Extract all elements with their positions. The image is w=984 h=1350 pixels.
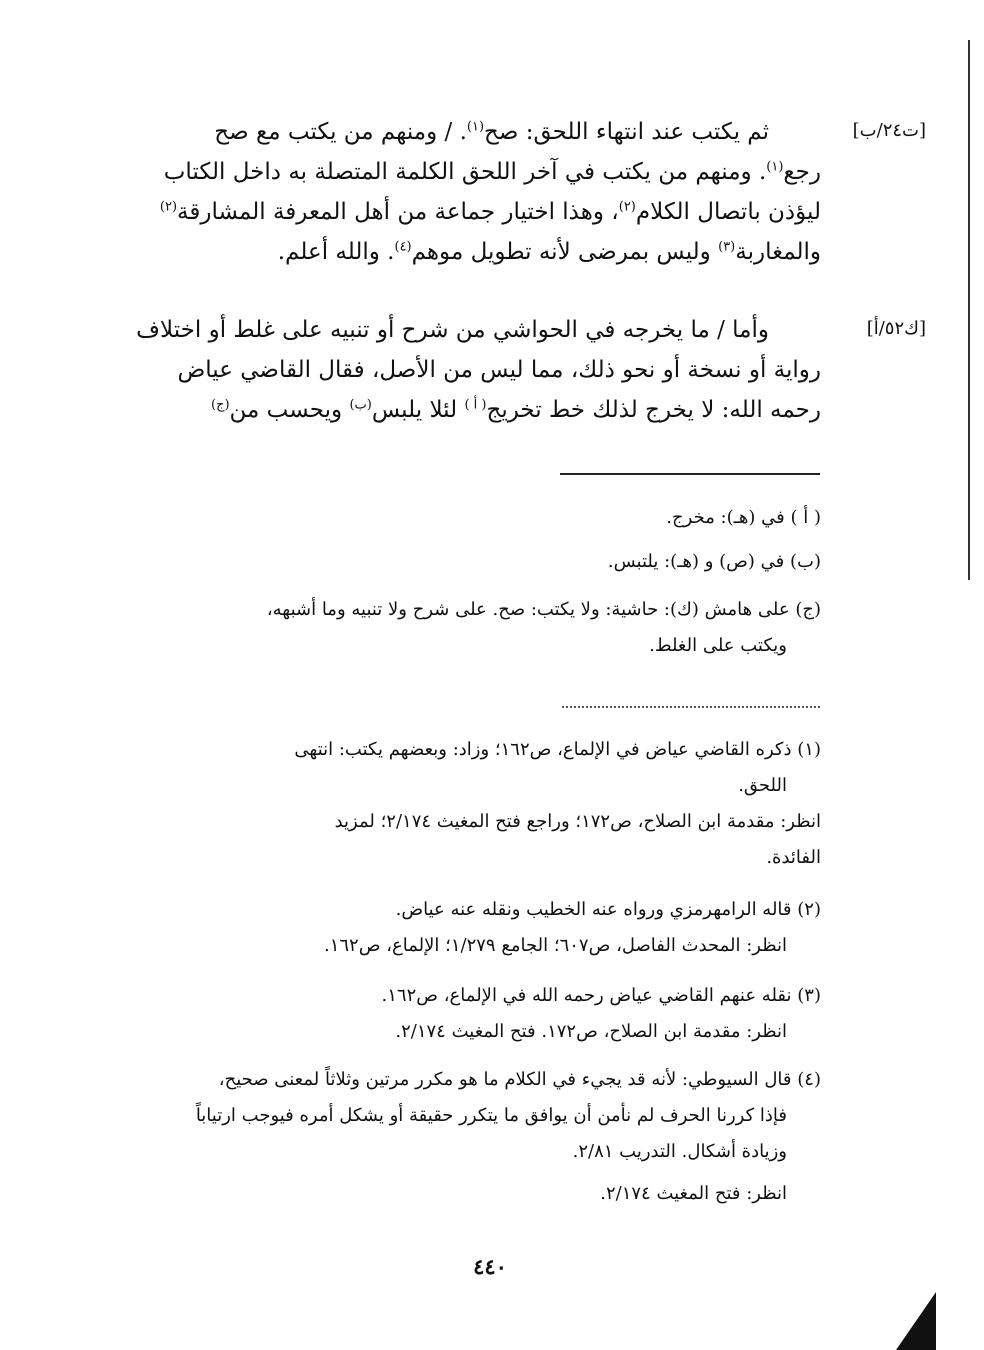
text-run: رحمه الله: لا يخرج لذلك خط تخريج: [486, 397, 821, 423]
note-line: فإذا كررنا الحرف لم نأمن أن يوافق ما يتكرر حقيقة أو يشكل أمره فيوجب ارتياباً: [195, 1105, 787, 1126]
page-number: ٤٤٠: [473, 1254, 507, 1279]
main-paragraph-2: [121, 310, 821, 430]
text-run: ثم يكتب عند انتهاء اللحق: صح: [484, 119, 769, 145]
note-line: [131, 500, 821, 536]
text-run: ، وهذا اختيار جماعة من أهل المعرفة المشارقة: [177, 199, 619, 225]
note-line: انظر: المحدث الفاصل، ص٦٠٧؛ الجامع ١/٢٧٩؛ الإلماع، ص١٦٢.: [323, 935, 787, 956]
margin-marker-folio-1: [ت٢٤/ب]: [852, 120, 926, 141]
note-label: (٢): [797, 899, 821, 920]
text-run: . / ومنهم من يكتب مع صح: [214, 119, 467, 145]
note-text: قاله الرامهرمزي ورواه عنه الخطيب ونقله عنه عياض.: [395, 899, 792, 920]
note-text: ذكره القاضي عياض في الإلماع، ص١٦٢؛ وزاد: وبعضهم يكتب: انتهى: [294, 739, 792, 760]
text-run: والمغاربة: [735, 239, 821, 265]
notes-separator: [560, 473, 820, 475]
note-text: في (ص) و (هـ): يلتبس.: [607, 551, 785, 572]
note-label: (ج): [795, 599, 821, 620]
text-run: . ومنهم من يكتب في آخر اللحق الكلمة المتصلة به داخل الكتاب: [163, 159, 767, 185]
footnote-ref: (٢): [159, 199, 178, 215]
text-run: رجع: [783, 159, 821, 185]
variant-note: [131, 592, 821, 664]
note-label: (ب): [790, 551, 821, 572]
text-run: لئلا يلبس: [371, 397, 465, 423]
note-label: ( أ ): [790, 507, 821, 528]
note-line: [131, 732, 821, 768]
paragraph-line: [121, 112, 821, 152]
note-line: [131, 892, 821, 928]
note-line: [131, 1062, 821, 1098]
note-line: ويكتب على الغلط.: [649, 635, 787, 656]
note-line: [131, 592, 821, 628]
variant-note: [131, 544, 821, 580]
paragraph-line: [121, 152, 821, 192]
footnote-ref: (٢): [618, 199, 636, 215]
note-line: انظر: مقدمة ابن الصلاح، ص١٧٢؛ وراجع فتح المغيث ٢/١٧٤؛ لمزيد: [334, 811, 821, 832]
scan-corner-artifact: [896, 1292, 936, 1350]
footnote: [131, 978, 821, 1050]
footnote-ref: (٣): [718, 239, 736, 255]
page-edge-rule: [968, 40, 970, 580]
note-label: (١): [797, 739, 821, 760]
footnote-ref: (١): [766, 159, 784, 175]
note-line: اللحق.: [738, 775, 787, 796]
note-text: في (هـ): مخرج.: [666, 507, 785, 528]
footnote: [131, 892, 821, 964]
note-line: انظر: مقدمة ابن الصلاح، ص١٧٢. فتح المغيث ٢/١٧٤.: [395, 1021, 787, 1042]
text-run: ويحسب من: [229, 397, 350, 423]
paragraph-line: وأما / ما يخرجه في الحواشي من شرح أو تنبيه على غلط أو اختلاف: [136, 317, 769, 343]
note-label: (٣): [797, 985, 821, 1006]
note-label: (٤): [797, 1069, 821, 1090]
note-line: [131, 544, 821, 580]
margin-marker-folio-2: [ك٥٢/أ]: [866, 318, 926, 339]
footnote: [131, 732, 821, 876]
note-text: نقله عنهم القاضي عياض رحمه الله في الإلماع، ص١٦٢.: [381, 985, 792, 1006]
variant-ref: ( أ ): [464, 397, 487, 413]
variant-ref: (ج): [211, 397, 230, 413]
footnote-ref: (٤): [394, 239, 412, 255]
text-run: وليس بمرضى لأنه تطويل موهم: [411, 239, 719, 265]
text-run: . والله أعلم.: [277, 239, 395, 265]
note-text: قال السيوطي: لأنه قد يجيء في الكلام ما هو مكرر مرتين وثلاثاً لمعنى صحيح،: [218, 1069, 792, 1090]
note-line: انظر: فتح المغيث ٢/١٧٤.: [600, 1183, 787, 1204]
note-line: الفائدة.: [766, 847, 821, 868]
footnote-ref: (١): [466, 119, 485, 135]
paragraph-line: [121, 232, 821, 272]
footnotes-separator: [562, 706, 820, 708]
text-run: ليؤذن باتصال الكلام: [635, 199, 821, 225]
variant-note: [131, 500, 821, 536]
paragraph-line: رواية أو نسخة أو نحو ذلك، مما ليس من الأصل، فقال القاضي عياض: [177, 357, 821, 383]
variant-ref: (ب): [349, 397, 372, 413]
paragraph-line: [121, 390, 821, 430]
paragraph-line: [121, 192, 821, 232]
note-line: وزيادة أشكال. التدريب ٢/٨١.: [572, 1141, 787, 1162]
note-line: [131, 978, 821, 1014]
footnote: [131, 1062, 821, 1212]
main-paragraph-1: [121, 112, 821, 272]
note-text: على هامش (ك): حاشية: ولا يكتب: صح. على شرح ولا تنبيه وما أشبهه،: [266, 599, 790, 620]
